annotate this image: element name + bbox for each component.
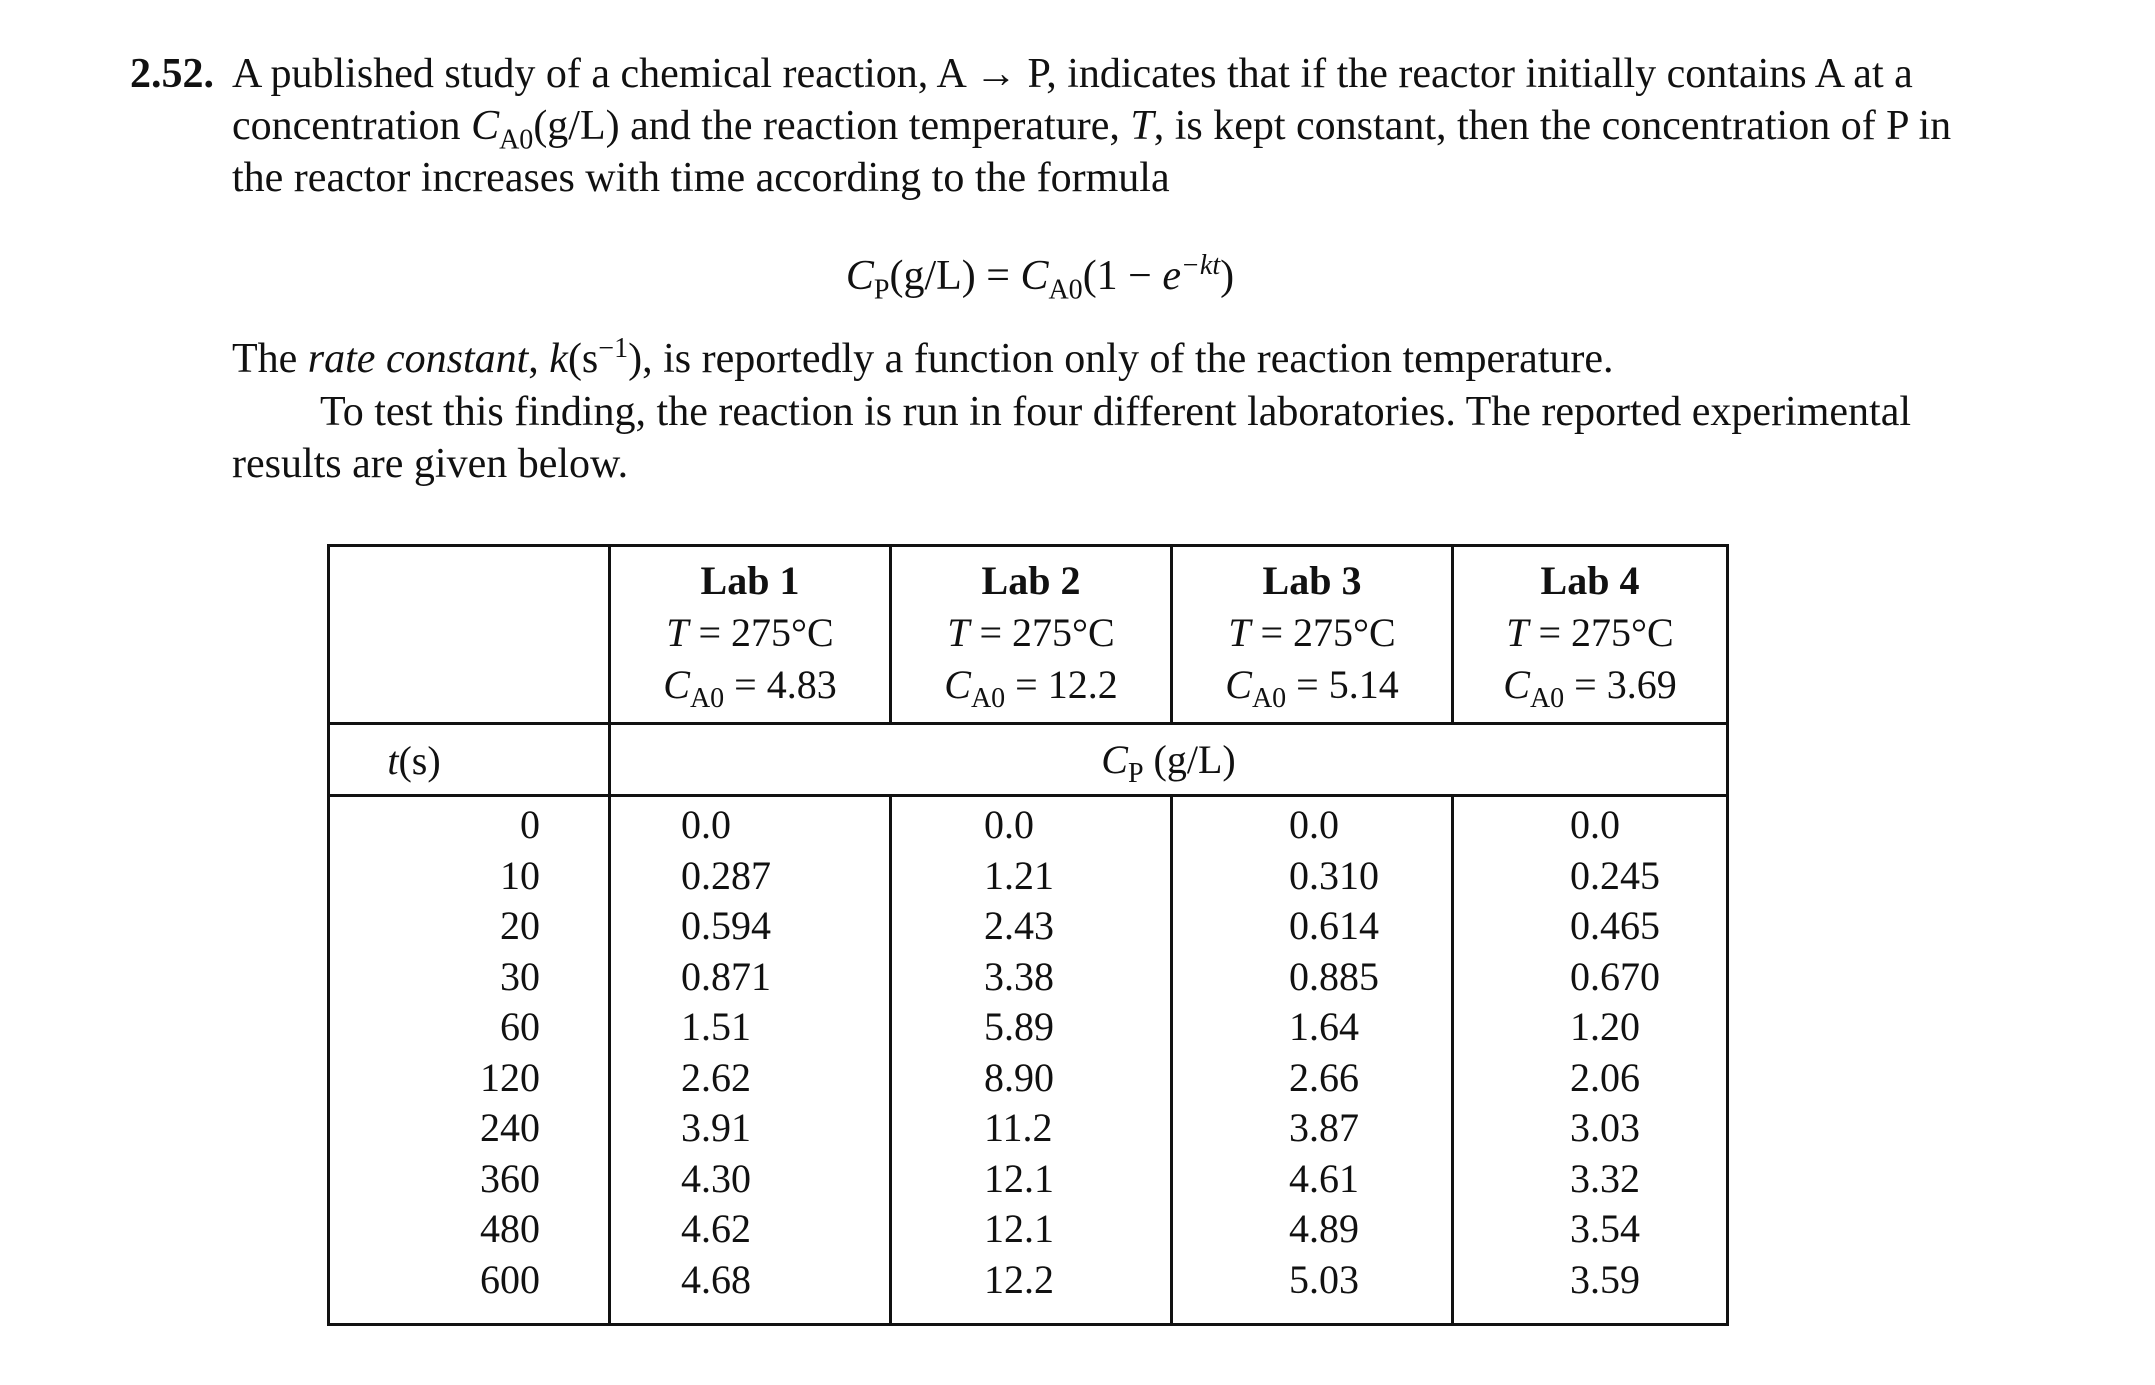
lab-3-cell: 4.61 bbox=[1289, 1155, 1359, 1201]
lab-1-cell: 4.30 bbox=[681, 1155, 751, 1201]
lab-1-header: Lab 1 T = 275°C $C_{A0} = 4.83$ bbox=[608, 547, 889, 722]
table-unit-row bbox=[330, 725, 1726, 797]
concentration-formula: $C_P(g/L) = C_{A0}(1 - e^{-kt})$ bbox=[845, 250, 1235, 306]
lab-4-cell: 1.20 bbox=[1570, 1004, 1640, 1049]
test-paragraph bbox=[232, 386, 1947, 490]
lab-4-cell: 0.0 bbox=[1570, 802, 1620, 847]
time-cell: 20 bbox=[500, 903, 540, 948]
lab-4-cell: 3.32 bbox=[1570, 1155, 1640, 1201]
time-cell: 240 bbox=[480, 1105, 540, 1150]
lab-results-table bbox=[327, 544, 1729, 1326]
lab-1-cell: 1.51 bbox=[681, 1004, 751, 1049]
problem-number: 2.52. bbox=[130, 51, 214, 97]
lab-1-cell: 0.287 bbox=[681, 852, 771, 898]
time-cell: 0 bbox=[520, 802, 540, 847]
lab-2-header: Lab 2 T = 275°C $C_{A0} = 12.2$ bbox=[889, 547, 1170, 722]
time-cell: 600 bbox=[480, 1256, 540, 1302]
lab-1-cell: 0.871 bbox=[681, 953, 771, 999]
lab-4-cell: 3.59 bbox=[1570, 1256, 1640, 1302]
lab-3-header: Lab 3 T = 275°C $C_{A0} = 5.14$ bbox=[1170, 547, 1451, 722]
problem-statement bbox=[232, 48, 1952, 204]
time-cell: 60 bbox=[500, 1004, 540, 1049]
header-empty-cell bbox=[330, 547, 608, 722]
lab-3-cell: 1.64 bbox=[1289, 1004, 1359, 1049]
lab-2-cell: 8.90 bbox=[984, 1054, 1054, 1100]
time-cell: 480 bbox=[480, 1206, 540, 1251]
lab-4-header: Lab 4 T = 275°C $C_{A0} = 3.69$ bbox=[1451, 547, 1726, 722]
lab-4-cell: 0.245 bbox=[1570, 852, 1660, 898]
lab-4-cell: 0.465 bbox=[1570, 903, 1660, 948]
lab-1-cell: 0.0 bbox=[681, 802, 731, 847]
lab-1-cell: 2.62 bbox=[681, 1054, 751, 1100]
lab-3-cell: 3.87 bbox=[1289, 1105, 1359, 1150]
lab-4-cell: 2.06 bbox=[1570, 1054, 1640, 1100]
lab-1-cell: 4.62 bbox=[681, 1206, 751, 1251]
lab-2-cell: 1.21 bbox=[984, 852, 1054, 898]
lab-2-cell: 2.43 bbox=[984, 903, 1054, 948]
lab-3-cell: 0.614 bbox=[1289, 903, 1379, 948]
rate-constant-paragraph: The rate constant, $k(s^{-1})$, is reportedly a function only of the reaction temperature. bbox=[232, 333, 1614, 382]
lab-4-cell: 3.03 bbox=[1570, 1105, 1640, 1150]
test-line-2: results are given below. bbox=[232, 441, 629, 487]
lab-2-cell: 12.2 bbox=[984, 1256, 1054, 1302]
lab-1-cell: 3.91 bbox=[681, 1105, 751, 1150]
lab-2-cell: 12.1 bbox=[984, 1155, 1054, 1201]
lab-4-column bbox=[1451, 797, 1726, 1323]
lab-2-cell: 5.89 bbox=[984, 1004, 1054, 1049]
lab-2-cell: 3.38 bbox=[984, 953, 1054, 999]
lab-1-cell: 0.594 bbox=[681, 903, 771, 948]
table-header-row bbox=[330, 547, 1726, 725]
lab-1-cell: 4.68 bbox=[681, 1256, 751, 1302]
statement-line-3: the reactor increases with time according to the formula bbox=[232, 155, 1170, 201]
lab-4-cell: 0.670 bbox=[1570, 953, 1660, 999]
lab-2-cell: 0.0 bbox=[984, 802, 1034, 847]
lab-1-column bbox=[608, 797, 889, 1323]
lab-4-cell: 3.54 bbox=[1570, 1206, 1640, 1251]
statement-line-2: concentration $C_{A0}(g/L)$ and the reaction temperature, T, is kept constant, then the concentration of P in bbox=[232, 103, 1952, 156]
time-cell: 360 bbox=[480, 1155, 540, 1201]
time-cell: 10 bbox=[500, 852, 540, 898]
lab-3-cell: 0.885 bbox=[1289, 953, 1379, 999]
lab-2-cell: 11.2 bbox=[984, 1105, 1053, 1150]
time-column bbox=[330, 797, 608, 1323]
time-column-label: t(s) bbox=[387, 738, 441, 783]
lab-3-cell: 0.0 bbox=[1289, 802, 1339, 847]
lab-3-cell: 4.89 bbox=[1289, 1206, 1359, 1251]
lab-2-column bbox=[889, 797, 1170, 1323]
lab-3-column bbox=[1170, 797, 1451, 1323]
lab-3-cell: 2.66 bbox=[1289, 1054, 1359, 1100]
table-body bbox=[330, 797, 1726, 1323]
lab-3-cell: 5.03 bbox=[1289, 1256, 1359, 1302]
time-cell: 120 bbox=[480, 1054, 540, 1100]
cp-units-label: $C_P$ (g/L) bbox=[608, 725, 1726, 794]
test-line-1: To test this finding, the reaction is run in four different laboratories. The reported experimental bbox=[320, 389, 1912, 435]
lab-3-cell: 0.310 bbox=[1289, 852, 1379, 898]
lab-2-cell: 12.1 bbox=[984, 1206, 1054, 1251]
time-cell: 30 bbox=[500, 953, 540, 999]
statement-line-1: A published study of a chemical reaction, A → P, indicates that if the reactor initially contains A at a bbox=[232, 51, 1913, 97]
